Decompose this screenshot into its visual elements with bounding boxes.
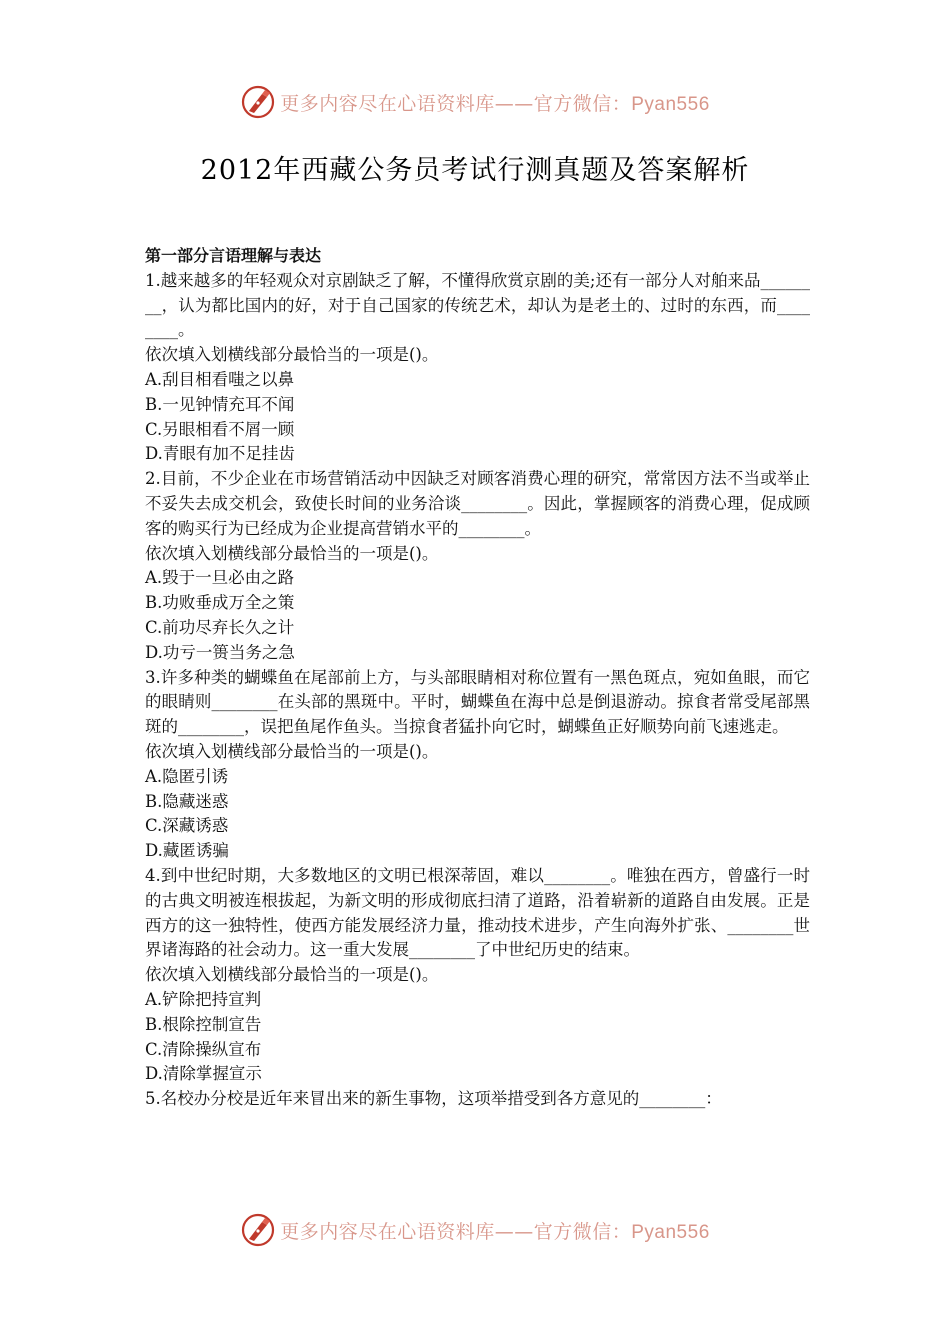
question-2-option-a: A.毁于一旦必由之路 bbox=[145, 568, 295, 588]
watermark-text bbox=[280, 89, 710, 116]
watermark-wechat: Pyan556 bbox=[631, 1221, 710, 1243]
question-1-prompt: 依次填入划横线部分最恰当的一项是()。 bbox=[145, 345, 439, 365]
question-4-option-d: D.清除掌握宣示 bbox=[145, 1064, 262, 1084]
document-body bbox=[145, 244, 810, 1112]
pen-nib-circle-icon bbox=[240, 1212, 276, 1248]
watermark-text bbox=[280, 1217, 710, 1244]
watermark-wechat: Pyan556 bbox=[631, 93, 710, 115]
question-4-prompt: 依次填入划横线部分最恰当的一项是()。 bbox=[145, 965, 439, 985]
question-2-option-b: B.功败垂成万全之策 bbox=[145, 593, 295, 613]
question-4-stem: 4.到中世纪时期，大多数地区的文明已根深蒂固，难以________。唯独在西方，曾盛行一时的古典文明被连根拔起，为新文明的形成彻底扫清了道路，沿着崭新的道路自由发展。正是西方的这一独特性，使西方能发展经济力量，推动技术进步，产生向海外扩张、________世界诸海路的社会动力。这一重大发展________了中世纪历史的结束。 bbox=[145, 865, 810, 960]
question-1-option-b: B.一见钟情充耳不闻 bbox=[145, 394, 295, 414]
question-4-option-c: C.清除操纵宣布 bbox=[145, 1039, 262, 1059]
question-2-option-d: D.功亏一篑当务之急 bbox=[145, 642, 295, 662]
pen-nib-circle-icon bbox=[240, 84, 276, 120]
watermark-content bbox=[240, 1212, 710, 1248]
question-4-option-a: A.铲除把持宣判 bbox=[145, 989, 262, 1009]
watermark-content bbox=[240, 84, 710, 120]
watermark-message: 更多内容尽在心语资料库——官方微信： bbox=[280, 92, 632, 115]
watermark-message: 更多内容尽在心语资料库——官方微信： bbox=[280, 1220, 632, 1243]
question-1-option-d: D.青眼有加不足挂齿 bbox=[145, 444, 295, 464]
question-2-stem: 2.目前，不少企业在市场营销活动中因缺乏对顾客消费心理的研究，常常因方法不当或举止不妥失去成交机会，致使长时间的业务洽谈________。因此，掌握顾客的消费心理，促成顾客的购买行为已经成为企业提高营销水平的________。 bbox=[145, 469, 810, 538]
section-heading: 第一部分言语理解与表达 bbox=[145, 246, 322, 265]
page-title: 2012年西藏公务员考试行测真题及答案解析 bbox=[200, 155, 750, 186]
question-4-option-b: B.根除控制宣告 bbox=[145, 1014, 262, 1034]
question-2-prompt: 依次填入划横线部分最恰当的一项是()。 bbox=[145, 543, 439, 563]
watermark-banner-top bbox=[0, 80, 950, 124]
question-5-stem: 5.名校办分校是近年来冒出来的新生事物，这项举措受到各方意见的________： bbox=[145, 1089, 722, 1109]
question-1-stem: 1.越来越多的年轻观众对京剧缺乏了解，不懂得欣赏京剧的美;还有一部分人对舶来品________，认为都比国内的好，对于自己国家的传统艺术，却认为是老土的、过时的东西，而________。 bbox=[145, 270, 810, 340]
watermark-banner-bottom bbox=[0, 1208, 950, 1252]
question-3-option-c: C.深藏诱惑 bbox=[145, 816, 229, 836]
question-1-option-a: A.刮目相看嗤之以鼻 bbox=[145, 369, 295, 389]
question-3-stem: 3.许多种类的蝴蝶鱼在尾部前上方，与头部眼睛相对称位置有一黑色斑点，宛如鱼眼，而它的眼睛则________在头部的黑斑中。平时，蝴蝶鱼在海中总是倒退游动。掠食者常受尾部黑斑的________，误把鱼尾作鱼头。当掠食者猛扑向它时，蝴蝶鱼正好顺势向前飞速逃走。 bbox=[145, 667, 810, 737]
question-3-option-a: A.隐匿引诱 bbox=[145, 766, 229, 786]
question-3-prompt: 依次填入划横线部分最恰当的一项是()。 bbox=[145, 741, 439, 761]
question-3-option-d: D.藏匿诱骗 bbox=[145, 841, 229, 861]
question-3-option-b: B.隐藏迷惑 bbox=[145, 791, 229, 811]
question-2-option-c: C.前功尽弃长久之计 bbox=[145, 617, 295, 637]
question-1-option-c: C.另眼相看不屑一顾 bbox=[145, 419, 295, 439]
